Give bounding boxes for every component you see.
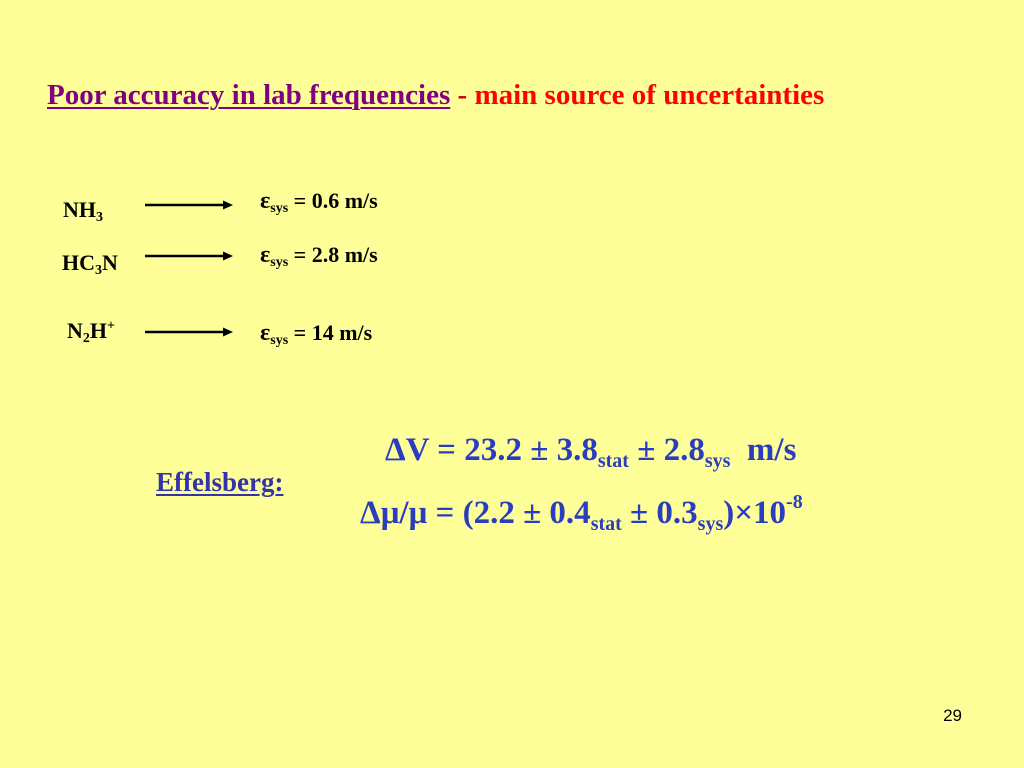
arrow-right-icon	[145, 250, 233, 262]
title-separator: -	[450, 79, 475, 111]
epsilon-sys-nh3: $\varepsilon_{sys} = 0.6$ m/s	[260, 188, 378, 217]
result-delta-mu: $\Delta\mu/\mu = (2.2 \pm 0.4_{stat} \pm 0.3_{sys})\times 10^{-8}$	[360, 491, 803, 535]
arrow-right-icon	[145, 326, 233, 338]
molecule-hc3n: $HC_3N$	[62, 250, 118, 279]
result-delta-v: $\Delta V = 23.2 \pm 3.8_{stat} \pm 2.8_{sys}$ m/s	[385, 432, 797, 472]
molecule-n2h-plus: $N_2H^+$	[67, 318, 115, 347]
slide-title	[47, 77, 824, 113]
epsilon-sys-hc3n: $\varepsilon_{sys} = 2.8$ m/s	[260, 242, 378, 271]
arrow-right-icon	[145, 199, 233, 211]
molecule-nh3: $NH_3$	[63, 197, 103, 226]
epsilon-sys-n2h-plus: $\varepsilon_{sys} = 14$ m/s	[260, 320, 373, 349]
title-subtitle: main source of uncertainties	[474, 79, 825, 111]
page-number: 29	[943, 706, 962, 725]
title-main: Poor accuracy in lab frequencies	[47, 79, 451, 111]
effelsberg-label: Effelsberg:	[156, 467, 284, 497]
